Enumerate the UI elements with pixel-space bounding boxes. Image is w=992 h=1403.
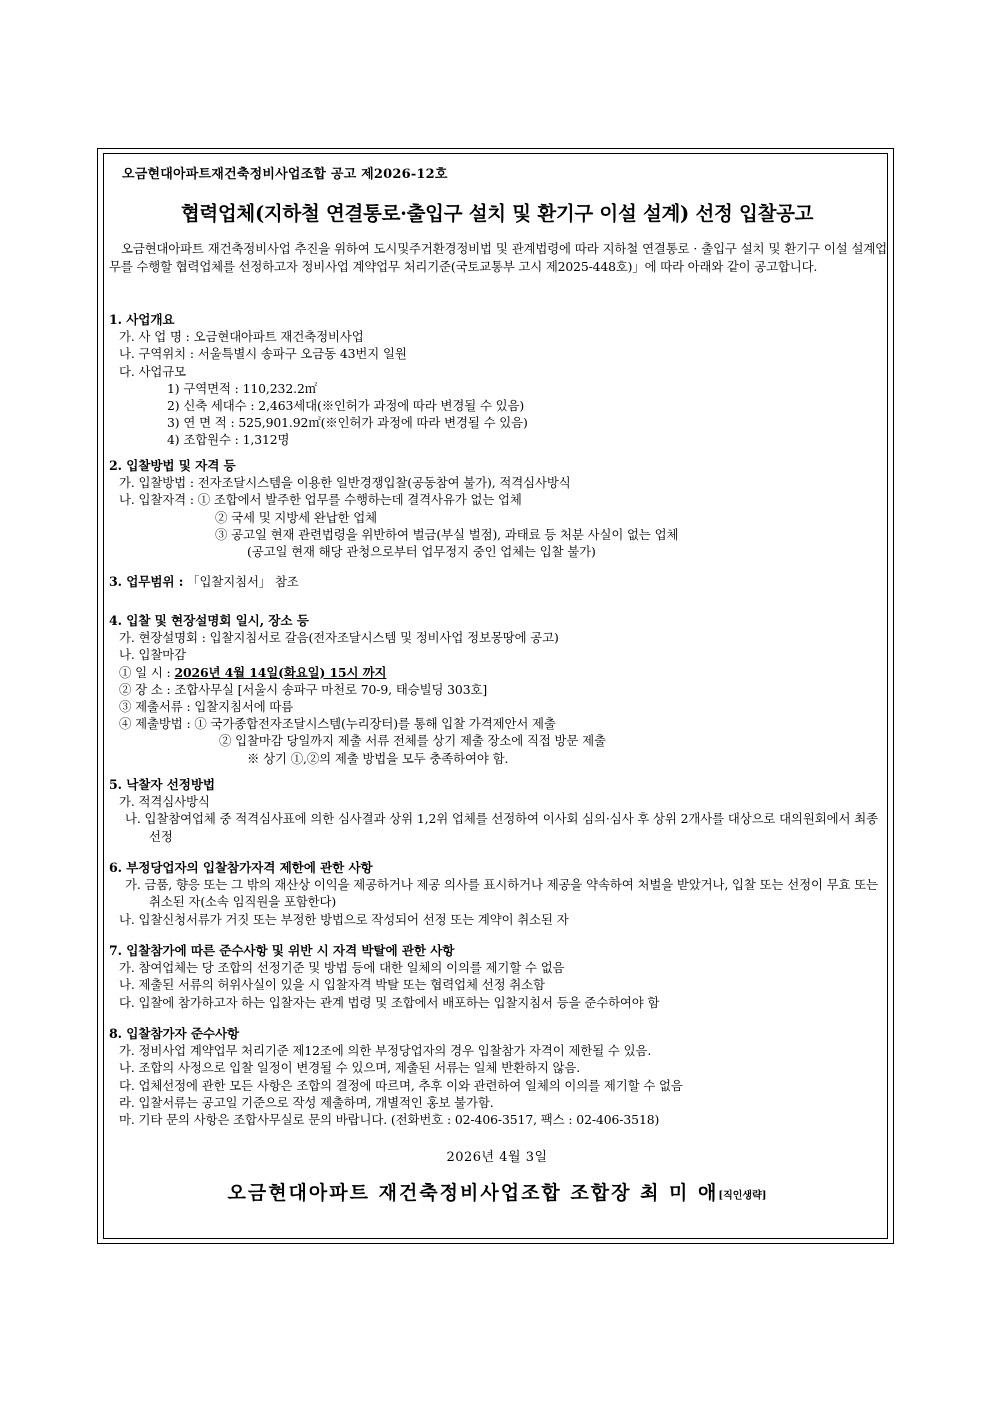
s1-item-c2: 2) 신축 세대수 : 2,463세대(※인허가 과정에 따라 변경될 수 있음) [167,398,525,414]
intro-paragraph: 오금현대아파트 재건축정비사업 추진을 위하여 도시및주거환경정비법 및 관계법령에 따라 지하철 연결통로 · 출입구 설치 및 환기구 이설 설계업무를 수행할 협력업체를 선정하고자 정비사업 계약업무 처리기준(국토교통부 고시 제2025-448호)」에 따라 아래와 같이 공고합니다. [109,241,887,274]
s8-item-c: 다. 업체선정에 관한 모든 사항은 조합의 결정에 따르며, 추후 이와 관련하여 일체의 이의를 제기할 수 없음 [119,1077,683,1093]
s1-item-c: 다. 사업규모 [119,363,187,379]
section-7-heading: 7. 입찰참가에 따른 준수사항 및 위반 시 자격 박탈에 관한 사항 [109,943,455,958]
s7-item-c: 다. 입찰에 참가하고자 하는 입찰자는 관계 법령 및 조합에서 배포하는 입찰지침서 등을 준수하여야 함 [119,994,660,1010]
section-7 [109,942,887,1011]
s1-item-b: 나. 구역위치 : 서울특별시 송파구 오금동 43번지 일원 [119,346,407,362]
notice-date: 2026년 4월 3일 [446,1150,548,1165]
notice-number: 오금현대아파트재건축정비사업조합 공고 제2026-12호 [122,167,448,182]
section-5-heading: 5. 낙찰자 선정방법 [109,777,215,792]
s4-item-b4b: ② 입찰마감 당일까지 제출 서류 전체를 상기 제출 장소에 직접 방문 제출 [219,733,606,749]
section-4 [109,612,887,767]
s2-item-b2: ② 국세 및 지방세 완납한 업체 [215,509,378,525]
s6-item-b: 나. 입찰신청서류가 거짓 또는 부정한 방법으로 작성되어 선정 또는 계약이 취소된 자 [119,911,569,927]
s4-item-a: 가. 현장설명회 : 입찰지침서로 갈음(전자조달시스템 및 정비사업 정보몽땅에 공고) [119,630,559,646]
s1-item-a: 가. 사 업 명 : 오금현대아파트 재건축정비사업 [119,329,364,345]
section-4-heading: 4. 입찰 및 현장설명회 일시, 장소 등 [109,613,309,628]
s2-item-b3: ③ 공고일 현재 관련법령을 위반하여 벌금(부실 벌점), 과태료 등 처분 사실이 없는 업체 [215,526,679,542]
s4-item-b2: ② 장 소 : 조합사무실 [서울시 송파구 마천로 70-9, 태승빌딩 303호] [119,681,488,697]
s8-item-d: 라. 입찰서류는 공고일 기준으로 작성 제출하며, 개별적인 홍보 불가함. [119,1094,494,1110]
section-3-heading: 3. 업무범위 : [109,574,184,589]
section-1-heading: 1. 사업개요 [109,312,175,327]
section-8-heading: 8. 입찰참가자 준수사항 [109,1026,240,1041]
section-6-heading: 6. 부정당업자의 입찰참가자격 제한에 관한 사항 [109,860,373,875]
s8-item-b: 나. 조합의 사정으로 입찰 일정이 변경될 수 있으며, 제출된 서류는 일체 반환하지 않음. [119,1060,581,1076]
signature-text: 오금현대아파트 재건축정비사업조합 조합장 최 미 애 [227,1182,719,1204]
s8-item-e: 마. 기타 문의 사항은 조합사무실로 문의 바랍니다. (전화번호 : 02-406-3517, 팩스 : 02-406-3518) [119,1112,660,1128]
s5-item-b: 나. 입찰참여업체 중 적격심사표에 의한 심사결과 상위 1,2위 업체를 선정하여 이사회 심의·심사 후 상위 2개사를 대상으로 대의원회에서 최종 선정 [125,811,878,844]
s4-b1-deadline: 2026년 4월 14일(화요일) 15시 까지 [174,664,387,680]
s1-item-c1: 1) 구역면적 : 110,232.2㎡ [167,380,318,396]
seal-note: [직인생략] [718,1190,767,1202]
section-2-heading: 2. 입찰방법 및 자격 등 [109,458,236,473]
s4-b1-label: ① 일 시 : [119,664,171,680]
s2-item-b: 나. 입찰자격 : ① 조합에서 발주한 업무를 수행하는데 결격사유가 없는 업체 [119,492,522,508]
section-3 [109,573,887,590]
s2-item-b3-note: (공고일 현재 해당 관청으로부터 업무정지 중인 업체는 입찰 불가) [247,544,596,560]
s7-item-a: 가. 참여업체는 당 조합의 선정기준 및 방법 등에 대한 일체의 이의를 제기할 수 없음 [119,960,565,976]
s6-item-a: 가. 금품, 향응 또는 그 밖의 재산상 이익을 제공하거나 제공 의사를 표시하거나 제공을 약속하여 처벌을 받았거나, 입찰 또는 선정이 무효 또는 취소된 자(소속 임직원을 포함한다) [125,877,878,910]
s2-item-a: 가. 입찰방법 : 전자조달시스템을 이용한 일반경쟁입찰(공동참여 불가), 적격심사방식 [119,475,571,491]
s1-item-c4: 4) 조합원수 : 1,312명 [167,432,290,448]
s1-item-c3: 3) 연 면 적 : 525,901.92㎡(※인허가 과정에 따라 변경될 수 있음) [167,415,528,431]
s5-item-a: 가. 적격심사방식 [119,794,210,810]
s4-item-b4: ④ 제출방법 : ① 국가종합전자조달시스템(누리장터)를 통해 입찰 가격제안서 제출 [119,716,556,732]
s4-item-b: 나. 입찰마감 [119,647,187,663]
s4-item-b1 [109,664,887,681]
s4-item-b4-note: ※ 상기 ①,②의 제출 방법을 모두 충족하여야 함. [247,750,509,766]
s8-item-a: 가. 정비사업 계약업무 처리기준 제12조에 의한 부정당업자의 경우 입찰참가 자격이 제한될 수 있음. [119,1043,652,1059]
section-1 [109,311,887,449]
section-8 [109,1025,887,1128]
signature-line [108,1178,886,1205]
section-6 [109,859,887,928]
s3-text: 「입찰지침서」 참조 [187,574,299,589]
s7-item-b: 나. 제출된 서류의 허위사실이 있을 시 입찰자격 박탈 또는 협력업체 선정 취소함 [119,977,545,993]
section-5 [109,776,887,845]
s4-item-b3: ③ 제출서류 : 입찰지침서에 따름 [119,699,294,715]
section-2 [109,457,887,560]
page-title: 협력업체(지하철 연결통로·출입구 설치 및 환기구 이설 설계) 선정 입찰공고 [180,202,814,225]
